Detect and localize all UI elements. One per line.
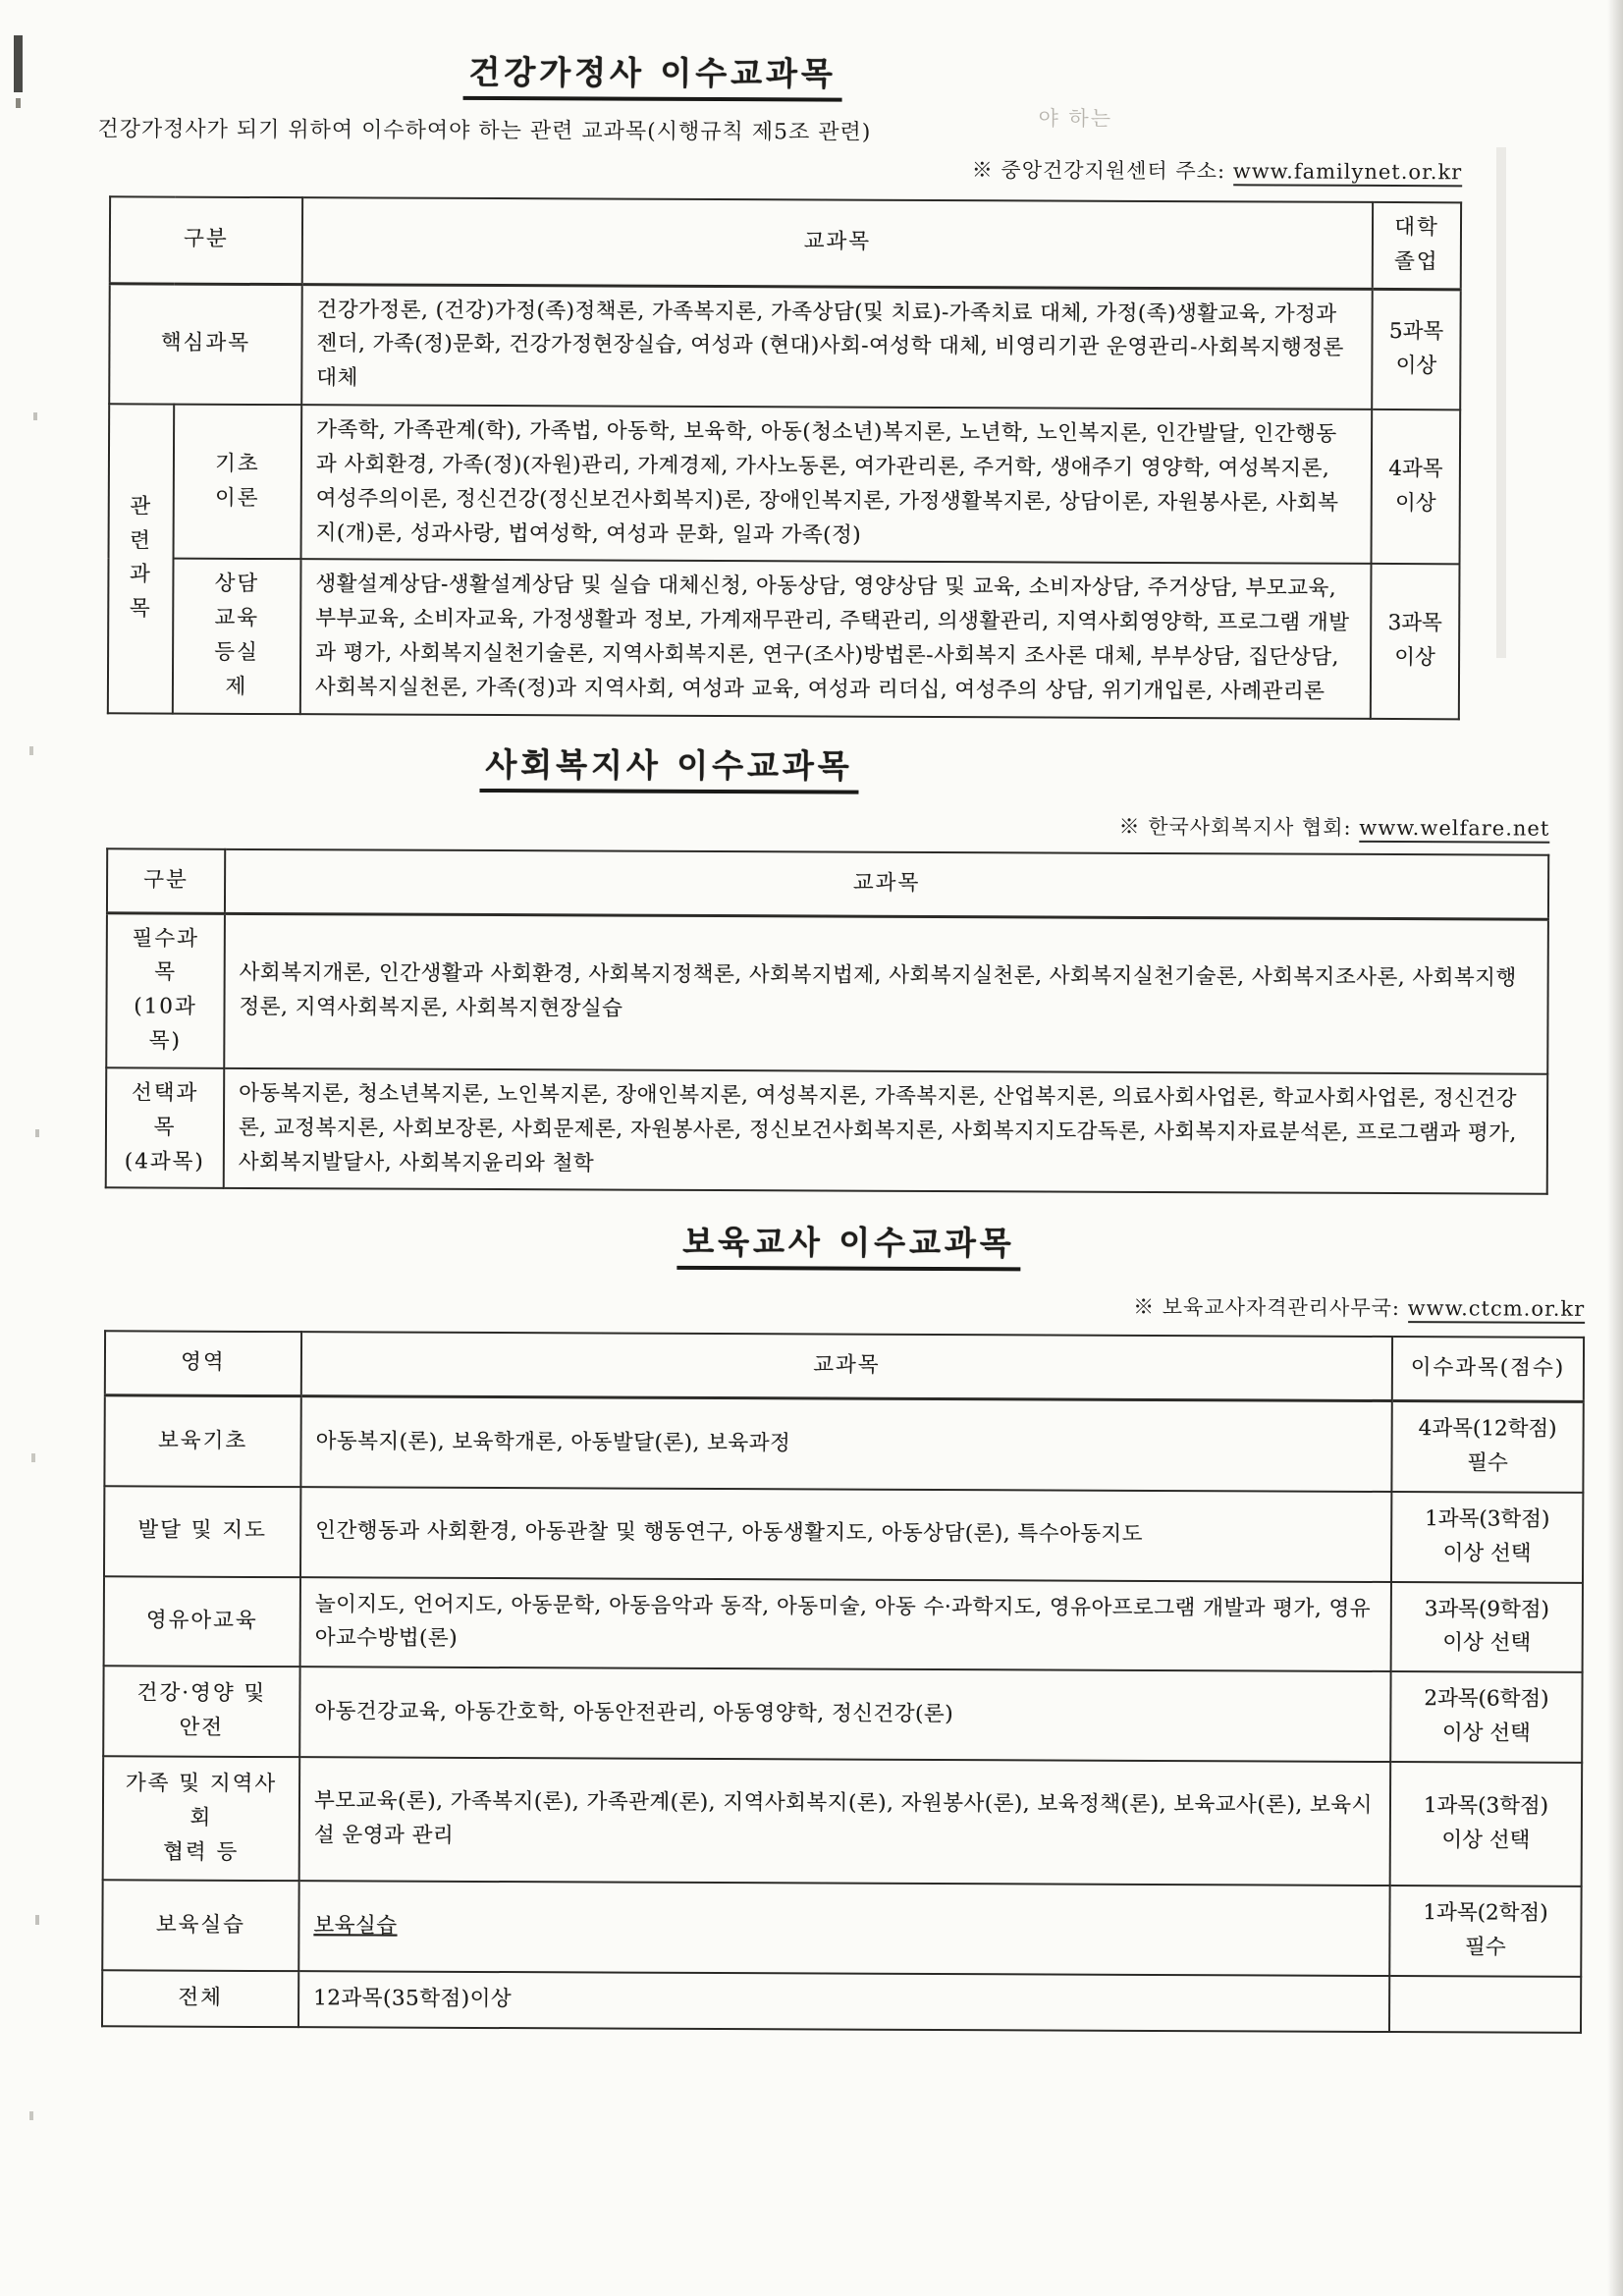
scan-artifact — [35, 1915, 39, 1925]
doc1-note-url: www.familynet.or.kr — [1233, 159, 1463, 187]
doc1-note-label: ※ 중앙건강지원센터 주소: — [971, 158, 1226, 184]
bleed-through-text: 야 하는 — [1038, 106, 1113, 131]
t2-header-courses: 교과목 — [225, 849, 1548, 919]
scan-shade — [1496, 147, 1506, 658]
t3-row-requirement: 4과목(12학점) 필수 — [1391, 1401, 1583, 1493]
t2-elective-courses: 아동복지론, 청소년복지론, 노인복지론, 장애인복지론, 여성복지론, 가족복지론, 산업복지론, 의료사회사업론, 학교사회사업론, 정신건강론, 교정복지론, 사회보장론, 사회문제론, 자원봉사론, 정신보건사회복지론, 사회복지지도감독론, 사회복지자료분석론, 프로그램과 평가, 사회복지발달사, 사회복지윤리와 철학 — [224, 1068, 1548, 1194]
doc1-note — [109, 150, 1462, 186]
doc2-note — [106, 806, 1549, 842]
table-header-row — [107, 848, 1548, 919]
t3-row-area: 발달 및 지도 — [104, 1486, 300, 1577]
t3-row-area: 보육기초 — [104, 1395, 300, 1487]
doc3-title: 보육교사 이수교과목 — [676, 1217, 1021, 1272]
t3-row-area: 전체 — [102, 1970, 298, 2027]
t1-core-category: 핵심과목 — [109, 283, 302, 405]
t2-elective-category: 선택과목 (4과목) — [106, 1067, 225, 1188]
t2-required-category: 필수과목 (10과목) — [106, 912, 225, 1067]
table-row — [108, 559, 1460, 719]
t1-related-group-label: 관련 과목 — [108, 404, 174, 713]
t2-required-courses: 사회복지개론, 인간생활과 사회환경, 사회복지정책론, 사회복지법제, 사회복지실천론, 사회복지실천기술론, 사회복지조사론, 사회복지행정론, 지역사회복지론, 사회복지현장실습 — [224, 913, 1548, 1074]
doc3-note — [104, 1287, 1585, 1324]
t1-basic-theory-label: 기초 이론 — [174, 405, 302, 560]
table-row — [102, 1970, 1581, 2032]
table-row — [106, 1067, 1548, 1194]
doc2-note-url: www.welfare.net — [1359, 816, 1549, 844]
t3-row-requirement: 1과목(3학점) 이상 선택 — [1391, 1492, 1583, 1583]
t3-header-area: 영역 — [105, 1332, 301, 1396]
t3-row-courses: 보육실습 — [298, 1882, 1389, 1977]
t3-row-requirement: 1과목(3학점) 이상 선택 — [1390, 1762, 1583, 1886]
t3-row-courses: 놀이지도, 언어지도, 아동문학, 아동음악과 동작, 아동미술, 아동 수·과학지도, 영유아프로그램 개발과 평가, 영유아교수방법(론) — [300, 1577, 1391, 1672]
t3-row-courses: 아동복지(론), 보육학개론, 아동발달(론), 보육과정 — [300, 1396, 1391, 1492]
section-childcare-teacher — [151, 1215, 1545, 1274]
table-row — [102, 1881, 1581, 1977]
t3-row-area: 영유아교육 — [104, 1576, 300, 1667]
t3-header-courses: 교과목 — [301, 1333, 1392, 1401]
doc1-subtitle: 건강가정사가 되기 위하여 이수하여야 하는 관련 교과목(시행규칙 제5조 관련) — [97, 117, 872, 145]
t1-core-requirement: 5과목 이상 — [1372, 289, 1461, 410]
section-healthy-family — [69, 45, 1237, 103]
t3-row-area: 가족 및 지역사회 협력 등 — [103, 1756, 300, 1881]
scan-artifact — [14, 35, 23, 92]
t3-header-requirement: 이수과목(점수) — [1392, 1337, 1584, 1401]
t3-row-area: 보육실습 — [102, 1881, 298, 1972]
t1-basic-theory-requirement: 4과목 이상 — [1372, 410, 1461, 565]
childcare-teacher-course-table — [101, 1331, 1585, 2034]
t1-counsel-requirement: 3과목 이상 — [1371, 564, 1460, 719]
doc3-note-label: ※ 보육교사자격관리사무국: — [1133, 1295, 1401, 1321]
scan-artifact — [35, 1129, 39, 1137]
t1-counsel-label: 상담 교육 등실 제 — [173, 559, 301, 714]
table-row — [103, 1666, 1582, 1762]
t3-row-courses: 12과목(35학점)이상 — [298, 1971, 1389, 2032]
social-worker-course-table — [105, 847, 1550, 1195]
doc2-note-label: ※ 한국사회복지사 협회: — [1118, 814, 1352, 840]
table-row — [109, 404, 1461, 564]
scan-artifact — [33, 412, 37, 420]
scan-artifact — [16, 98, 21, 108]
page-edge-shade — [1607, 0, 1623, 2296]
table-row — [109, 283, 1461, 410]
scan-artifact — [29, 2111, 33, 2120]
t3-row-area: 건강·영양 및 안전 — [103, 1666, 299, 1757]
scan-artifact — [29, 746, 33, 755]
t3-row-courses: 부모교육(론), 가족복지(론), 가족관계(론), 지역사회복지(론), 자원봉사(론), 보육정책(론), 보육교사(론), 보육시설 운영과 관리 — [299, 1757, 1391, 1886]
t3-row-courses: 인간행동과 사회환경, 아동관찰 및 행동연구, 아동생활지도, 아동상담(론), 특수아동지도 — [300, 1487, 1391, 1582]
t2-header-category: 구분 — [107, 848, 225, 913]
table-row — [104, 1486, 1583, 1582]
t1-basic-theory-courses: 가족학, 가족관계(학), 가족법, 아동학, 보육학, 아동(청소년)복지론, 노년학, 노인복지론, 인간발달, 인간행동과 사회환경, 가족(정)(자원)관리, 가계경제, 가사노동론, 여가관리론, 주거학, 생애주기 영양학, 여성복지론, 여성주의이론, 정신건강(정신보건사회복지)론, 장애인복지론, 가정생활복지론, 상담이론, 자원봉사론, 사회복지(개)론, 성과사랑, 법여성학, 여성과 문화, 일과 가족(정) — [301, 405, 1373, 564]
t3-row-courses: 아동건강교육, 아동간호학, 아동안전관리, 아동영양학, 정신건강(론) — [299, 1667, 1390, 1762]
doc3-note-url: www.ctcm.or.kr — [1408, 1296, 1586, 1324]
table-header-row — [110, 196, 1461, 289]
doc1-title: 건강가정사 이수교과목 — [462, 47, 842, 102]
t1-counsel-courses: 생활설계상담-생활설계상담 및 실습 대체신청, 아동상담, 영양상담 및 교육, 소비자상담, 주거상담, 부모교육, 부부교육, 소비자교육, 가정생활과 정보, 가계재무관리, 주택관리, 의생활관리, 지역사회영양학, 프로그램 개발과 평가, 사회복지실천기술론, 지역사회복지론, 연구(조사)방법론-사회복지 조사론 대체, 부부상담, 집단상담, 사회복지실천론, 가족(정)과 지역사회, 여성과 교육, 여성과 리더십, 여성주의 상담, 위기개입론, 사례관리론 — [300, 560, 1372, 719]
t1-core-courses: 건강가정론, (건강)가정(족)정책론, 가족복지론, 가족상담(및 치료)-가족치료 대체, 가정(족)생활교육, 가정과 젠더, 가족(정)문화, 건강가정현장실습, 여성과 (현대)사회-여성학 대체, 비영리기관 운영관리-사회복지행정론 대체 — [301, 284, 1373, 410]
scan-artifact — [31, 1453, 35, 1462]
t1-header-category: 구분 — [110, 196, 302, 284]
table-row — [103, 1756, 1583, 1886]
table-row — [104, 1395, 1583, 1493]
t3-row-requirement: 3과목(9학점) 이상 선택 — [1391, 1582, 1583, 1673]
t3-row-requirement: 2과목(6학점) 이상 선택 — [1390, 1671, 1582, 1763]
t3-row-requirement: 1과목(2학점) 필수 — [1389, 1886, 1581, 1977]
t3-row-requirement — [1389, 1976, 1581, 2033]
section-social-worker — [84, 738, 1253, 795]
t1-header-courses: 교과목 — [302, 197, 1373, 289]
table-row — [104, 1576, 1583, 1672]
table-header-row — [105, 1332, 1584, 1402]
healthy-family-course-table — [107, 195, 1462, 720]
t1-header-graduation: 대학 졸업 — [1373, 202, 1461, 290]
table-row — [106, 912, 1548, 1073]
doc2-title: 사회복지사 이수교과목 — [479, 739, 859, 794]
